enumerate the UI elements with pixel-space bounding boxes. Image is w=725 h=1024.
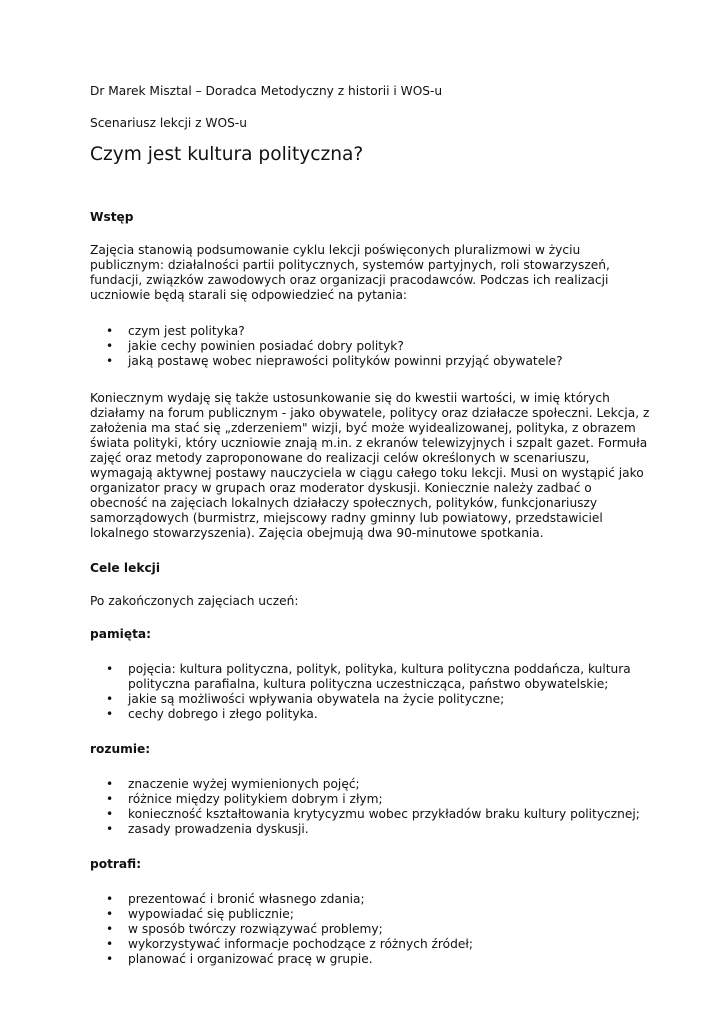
author-line: Dr Marek Misztal – Doradca Metodyczny z historii i WOS-u xyxy=(90,84,443,98)
subheading-understands: rozumie: xyxy=(90,742,151,756)
list-item xyxy=(90,324,650,339)
understands-list xyxy=(90,777,650,837)
list-item-text: zasady prowadzenia dyskusji. xyxy=(128,822,309,836)
list-item-text: cechy dobrego i złego polityka. xyxy=(128,707,318,721)
document-page xyxy=(90,84,650,967)
list-item xyxy=(90,354,650,369)
bullet-icon: • xyxy=(106,662,114,676)
bullet-icon: • xyxy=(106,692,114,706)
goals-lead: Po zakończonych zajęciach uczeń: xyxy=(90,594,299,608)
list-item-text: planować i organizować pracę w grupie. xyxy=(128,952,373,966)
list-item xyxy=(90,339,650,354)
list-item-text: w sposób twórczy rozwiązywać problemy; xyxy=(128,922,383,936)
intro-paragraph-2: Koniecznym wydaję się także ustosunkowanie się do kwestii wartości, w imię których działamy na forum publicznym - jako obywatele, politycy oraz działacze społeczni. Lekcja, z założenia ma stać się „zderzeniem" wizji, być może wyidealizowanej, polityka, z obrazem świata polityki, który uczniowie znają m.in. z ekranów telewizyjnych i szpalt gazet. Formuła zajęć oraz metody zaproponowane do realizacji celów określonych w scenariuszu, wymagają aktywnej postawy nauczyciela w ciągu całego toku lekcji. Musi on wystąpić jako organizator pracy w grupach oraz moderator dyskusji. Koniecznie należy zadbać o obecność na zajęciach lokalnych działaczy społecznych, polityków, funkcjonariuszy samorządowych (burmistrz, miejscowy radny gminny lub powiatowy, przedstawiciel lokalnego stowarzyszenia). Zajęcia obejmują dwa 90-minutowe spotkania. xyxy=(90,391,650,540)
bullet-icon: • xyxy=(106,922,114,936)
intro-paragraph-1: Zajęcia stanowią podsumowanie cyklu lekcji poświęconych pluralizmowi w życiu publicznym: działalności partii politycznych, systemów partyjnych, roli stowarzyszeń, fundacji, związków zawodowych oraz organizacji pracodawców. Podczas ich realizacji uczniowie będą starali się odpowiedzieć na pytania: xyxy=(90,243,610,302)
list-item-text: różnice między politykiem dobrym i złym; xyxy=(128,792,383,806)
bullet-icon: • xyxy=(106,777,114,791)
can-list xyxy=(90,892,650,967)
list-item xyxy=(90,822,650,837)
intro-questions-list xyxy=(90,324,650,369)
list-item-text: jakie są możliwości wpływania obywatela na życie polityczne; xyxy=(128,692,505,706)
list-item xyxy=(90,907,650,922)
bullet-icon: • xyxy=(106,937,114,951)
section-heading-intro: Wstęp xyxy=(90,210,134,224)
subheading-remembers: pamięta: xyxy=(90,627,152,641)
list-item xyxy=(90,792,650,807)
list-item xyxy=(90,937,650,952)
list-item-text: prezentować i bronić własnego zdania; xyxy=(128,892,365,906)
list-item xyxy=(90,807,650,822)
document-title: Czym jest kultura polityczna? xyxy=(90,144,364,165)
subheading-can: potrafi: xyxy=(90,857,142,871)
list-item xyxy=(90,922,650,937)
list-item-text: jakie cechy powinien posiadać dobry polityk? xyxy=(128,339,404,353)
list-item xyxy=(90,707,650,722)
list-item-text: wykorzystywać informacje pochodzące z różnych źródeł; xyxy=(128,937,473,951)
remembers-list xyxy=(90,662,650,722)
document-subtitle: Scenariusz lekcji z WOS-u xyxy=(90,116,247,130)
bullet-icon: • xyxy=(106,339,114,353)
bullet-icon: • xyxy=(106,792,114,806)
list-item-text: pojęcia: kultura polityczna, polityk, polityka, kultura polityczna poddańcza, kultura polityczna parafialna, kultura polityczna uczestnicząca, państwo obywatelskie; xyxy=(128,662,631,691)
list-item-text: konieczność kształtowania krytycyzmu wobec przykładów braku kultury politycznej; xyxy=(128,807,640,821)
list-item-text: wypowiadać się publicznie; xyxy=(128,907,294,921)
bullet-icon: • xyxy=(106,822,114,836)
list-item xyxy=(90,952,650,967)
section-heading-goals: Cele lekcji xyxy=(90,561,161,575)
list-item-text: czym jest polityka? xyxy=(128,324,245,338)
list-item xyxy=(90,777,650,792)
bullet-icon: • xyxy=(106,707,114,721)
bullet-icon: • xyxy=(106,952,114,966)
bullet-icon: • xyxy=(106,892,114,906)
list-item xyxy=(90,892,650,907)
list-item xyxy=(90,662,650,692)
bullet-icon: • xyxy=(106,324,114,338)
list-item xyxy=(90,692,650,707)
bullet-icon: • xyxy=(106,354,114,368)
list-item-text: znaczenie wyżej wymienionych pojęć; xyxy=(128,777,360,791)
bullet-icon: • xyxy=(106,807,114,821)
bullet-icon: • xyxy=(106,907,114,921)
list-item-text: jaką postawę wobec nieprawości polityków powinni przyjąć obywatele? xyxy=(128,354,563,368)
